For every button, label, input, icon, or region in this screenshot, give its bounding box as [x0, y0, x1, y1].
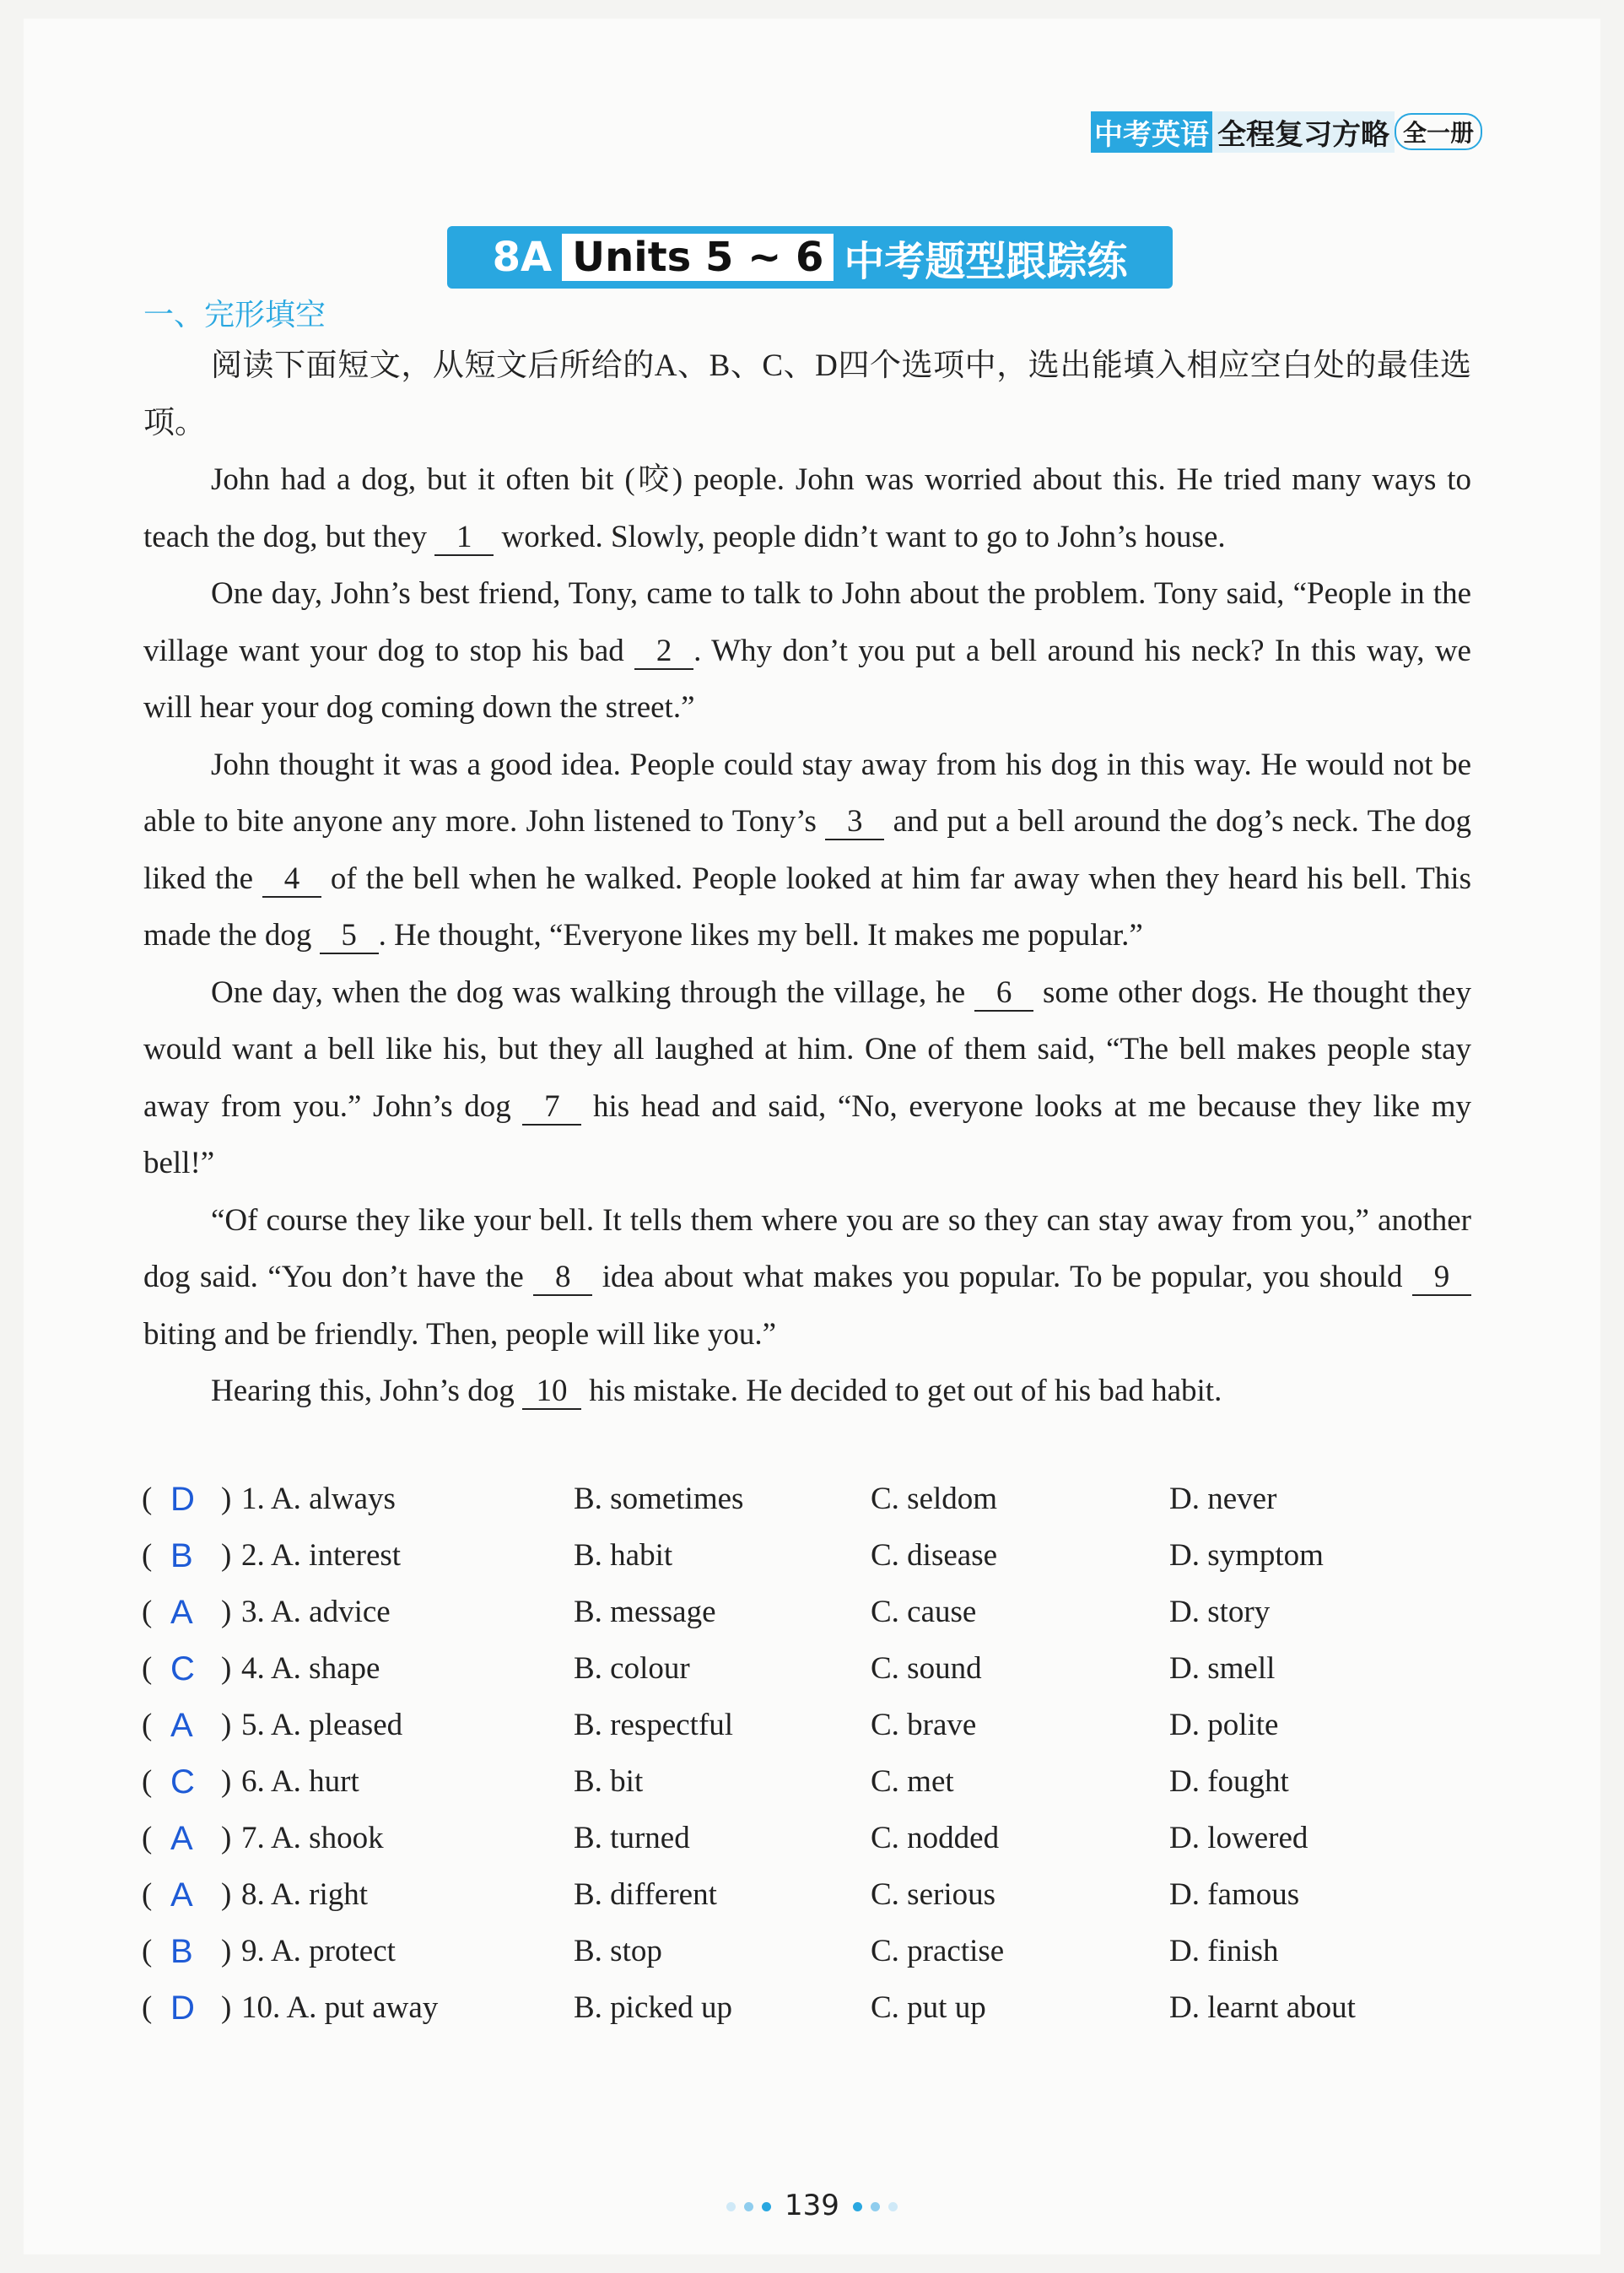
blank-1: 1: [434, 521, 494, 556]
paragraph-4: One day, when the dog was walking through the village, he 6 some other dogs. He thought they would want a bell like his, but they all laughed at him. One of them said, “The bell makes people stay away from you.” John’s dog 7 his head and said, “No, everyone looks at me because they like my bell!”: [143, 975, 1471, 1180]
option-c: C. cause: [871, 1595, 977, 1629]
page-footer: [0, 2189, 1624, 2222]
answer-mark: A: [170, 1820, 193, 1857]
option-b: B. bit: [574, 1764, 644, 1799]
dot-icon: [726, 2202, 736, 2211]
answer-mark: C: [170, 1763, 195, 1801]
option-c: C. nodded: [871, 1821, 1000, 1855]
blank-8: 8: [533, 1261, 592, 1296]
blank-3: 3: [825, 805, 884, 840]
question-row: ( B ) 2. A. interest B. habit C. disease D. symptom: [142, 1535, 1492, 1591]
option-d: D. finish: [1169, 1934, 1279, 1968]
question-row: ( B ) 9. A. protect B. stop C. practise D. finish: [142, 1930, 1492, 1987]
passage-body: [143, 337, 1471, 1420]
header-part1: 中考英语: [1091, 111, 1212, 153]
option-d: D. famous: [1169, 1877, 1300, 1912]
option-b: B. sometimes: [574, 1482, 744, 1516]
option-a: 3. A. advice: [241, 1595, 391, 1629]
answer-mark: C: [170, 1650, 195, 1687]
option-a: 6. A. hurt: [241, 1764, 359, 1799]
header-part3: 全一册: [1395, 113, 1482, 150]
question-row: ( D ) 10. A. put away B. picked up C. put up D. learnt about: [142, 1987, 1492, 2044]
dot-icon: [762, 2202, 771, 2211]
option-c: C. sound: [871, 1651, 982, 1686]
blank-6: 6: [974, 976, 1033, 1012]
option-d: D. learnt about: [1169, 1990, 1356, 2025]
question-row: ( A ) 7. A. shook B. turned C. nodded D. lowered: [142, 1817, 1492, 1874]
blank-10: 10: [522, 1374, 581, 1410]
header-part2: 全程复习方略: [1212, 111, 1395, 153]
option-d: D. lowered: [1169, 1821, 1308, 1855]
blank-5: 5: [320, 919, 379, 954]
question-row: ( C ) 6. A. hurt B. bit C. met D. fought: [142, 1761, 1492, 1817]
answer-mark: A: [170, 1876, 193, 1914]
option-c: C. put up: [871, 1990, 986, 2025]
option-b: B. picked up: [574, 1990, 733, 2025]
option-b: B. respectful: [574, 1708, 734, 1742]
option-c: C. serious: [871, 1877, 995, 1912]
option-d: D. fought: [1169, 1764, 1289, 1799]
dot-icon: [744, 2202, 753, 2211]
answer-mark: B: [170, 1933, 193, 1970]
question-row: ( A ) 8. A. right B. different C. serious D. famous: [142, 1874, 1492, 1930]
option-a: 1. A. always: [241, 1482, 396, 1516]
dot-icon: [853, 2202, 862, 2211]
answer-mark: A: [170, 1707, 193, 1744]
option-c: C. met: [871, 1764, 954, 1799]
option-b: B. habit: [574, 1538, 673, 1573]
options-list: [142, 1478, 1492, 2044]
dot-icon: [888, 2202, 898, 2211]
question-row: ( D ) 1. A. always B. sometimes C. seldom D. never: [142, 1478, 1492, 1535]
question-row: ( A ) 5. A. pleased B. respectful C. brave D. polite: [142, 1704, 1492, 1761]
blank-2: 2: [634, 634, 693, 670]
option-a: 4. A. shape: [241, 1651, 380, 1686]
answer-mark: A: [170, 1594, 193, 1631]
blank-7: 7: [522, 1090, 581, 1126]
blank-9: 9: [1412, 1261, 1471, 1296]
answer-mark: B: [170, 1537, 193, 1574]
paragraph-1: John had a dog, but it often bit (咬) people. John was worried about this. He tried many ways to teach the dog, but they 1 worked. Slowly, people didn’t want to go to John’s house.: [143, 462, 1471, 554]
banner-title: 中考题型跟踪练: [844, 237, 1128, 285]
banner-unit: 8A: [492, 234, 553, 281]
option-a: 8. A. right: [241, 1877, 369, 1912]
book-header: [1091, 115, 1482, 152]
paragraph-6: Hearing this, John’s dog 10 his mistake. He decided to get out of his bad habit.: [211, 1374, 1222, 1408]
question-row: ( C ) 4. A. shape B. colour C. sound D. smell: [142, 1648, 1492, 1704]
dot-icon: [871, 2202, 880, 2211]
answer-mark: D: [170, 1990, 195, 2027]
option-a: 2. A. interest: [241, 1538, 402, 1573]
section-title: 一、完形填空: [143, 298, 326, 332]
option-a: 5. A. pleased: [241, 1708, 403, 1742]
option-a: 9. A. protect: [241, 1934, 396, 1968]
option-b: B. stop: [574, 1934, 662, 1968]
option-b: B. turned: [574, 1821, 690, 1855]
option-d: D. symptom: [1169, 1538, 1324, 1573]
option-d: D. smell: [1169, 1651, 1276, 1686]
paragraph-3: John thought it was a good idea. People could stay away from his dog in this way. He would not be able to bite anyone any more. John listened to Tony’s 3 and put a bell around the dog’s neck. The dog liked the 4 of the bell when he walked. People looked at him far away when they heard his bell. This made the dog 5 . He thought, “Everyone likes my bell. It makes me popular.”: [143, 747, 1471, 953]
blank-4: 4: [262, 862, 321, 898]
option-a: 7. A. shook: [241, 1821, 384, 1855]
paragraph-2: One day, John’s best friend, Tony, came to talk to John about the problem. Tony said, “People in the village want your dog to stop his bad 2 . Why don’t you put a bell around his neck? In this way, we will hear your dog coming down the street.”: [143, 576, 1471, 725]
option-d: D. polite: [1169, 1708, 1279, 1742]
option-a: 10. A. put away: [241, 1990, 439, 2025]
title-banner: [447, 226, 1173, 289]
option-c: C. brave: [871, 1708, 977, 1742]
paragraph-5: “Of course they like your bell. It tells them where you are so they can stay away from you,” another dog said. “You don’t have the 8 idea about what makes you popular. To be popular, you should 9 biting and be friendly. Then, people will like you.”: [143, 1202, 1471, 1352]
option-c: C. disease: [871, 1538, 998, 1573]
page-number: 139: [785, 2189, 839, 2222]
option-b: B. colour: [574, 1651, 690, 1686]
option-d: D. story: [1169, 1595, 1271, 1629]
option-c: C. practise: [871, 1934, 1005, 1968]
instruction: 阅读下面短文，从短文后所给的A、B、C、D四个选项中，选出能填入相应空白处的最佳选项。: [143, 348, 1471, 440]
question-row: ( A ) 3. A. advice B. message C. cause D. story: [142, 1591, 1492, 1648]
option-b: B. message: [574, 1595, 716, 1629]
banner-units: Units 5 ~ 6: [562, 234, 834, 281]
option-c: C. seldom: [871, 1482, 998, 1516]
option-d: D. never: [1169, 1482, 1277, 1516]
answer-mark: D: [170, 1481, 195, 1518]
option-b: B. different: [574, 1877, 717, 1912]
